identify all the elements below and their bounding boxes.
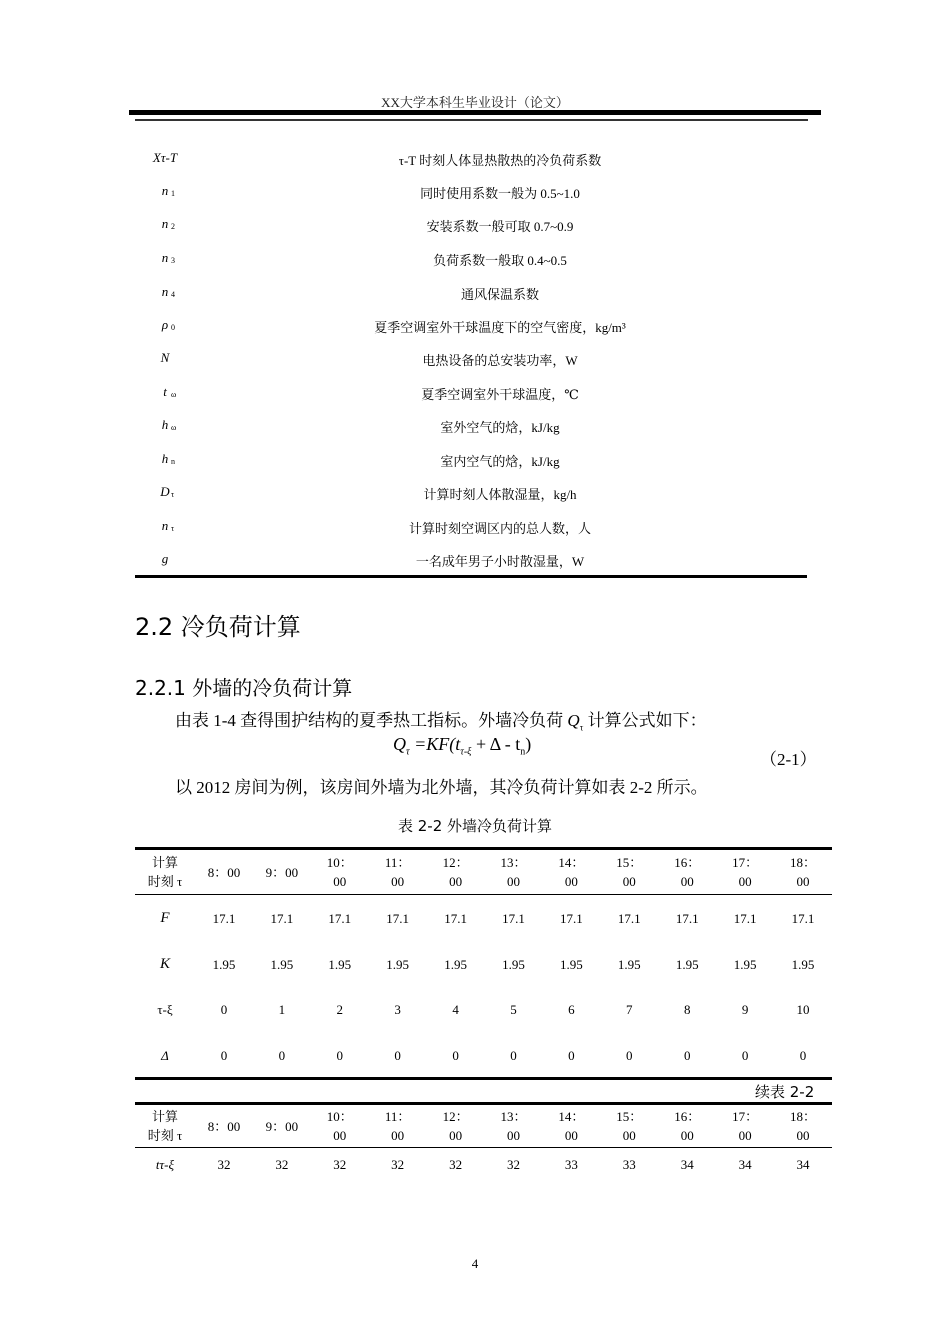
- table-cell: 34: [738, 1156, 752, 1172]
- symbol-row: [135, 250, 806, 270]
- table-row: [135, 1033, 832, 1079]
- table-cell: 0: [799, 1047, 807, 1063]
- table-cell: 1: [278, 1002, 286, 1018]
- formula-2-1: $Q_\tau =KF(t_{\tau-\xi} + \Delta - t_n)$: [393, 734, 532, 758]
- table-cell: 0: [220, 1047, 228, 1063]
- table-cell: 32: [333, 1156, 347, 1172]
- symbol: h: [161, 417, 169, 432]
- table-cell: 0: [510, 1047, 517, 1063]
- paragraph-1: 由表 1-4 查得围护结构的夏季热工指标。外墙冷负荷 $Q_\tau$ 计算公式如下：: [175, 711, 707, 733]
- table-cell: 0: [568, 1047, 575, 1063]
- section-heading-2-2: 2.2 冷负荷计算: [135, 613, 301, 641]
- symbol-description: 负荷系数一般取 0.4~0.5: [433, 253, 567, 268]
- table-row: [135, 987, 832, 1033]
- row-label: K: [159, 955, 170, 972]
- symbol-description: 夏季空调室外干球温度下的空气密度，kg/m³: [374, 320, 626, 335]
- table-cell: 10: [796, 1002, 810, 1018]
- table-cell: 32: [506, 1156, 520, 1172]
- symbol-subscript: 3: [171, 256, 175, 265]
- header-rule-thick: [129, 110, 821, 115]
- table-2-2-header: [135, 852, 832, 892]
- table-cell: 0: [452, 1047, 459, 1063]
- time-header-cell: 14： 00: [558, 855, 585, 889]
- time-header-cell: 12： 00: [442, 1109, 469, 1143]
- header-rule-thin: [135, 119, 808, 121]
- table-cell: 0: [278, 1047, 286, 1063]
- table-cell: 32: [449, 1156, 463, 1172]
- table-cell: 1.95: [791, 956, 815, 972]
- row-label: F: [160, 910, 170, 927]
- symbol: n: [161, 183, 169, 198]
- continued-table-label: 续表 2-2: [755, 1083, 815, 1101]
- symbol-description: 通风保温系数: [460, 287, 539, 302]
- table-cell: 17.1: [675, 911, 699, 927]
- page-number: 4: [471, 1256, 479, 1271]
- symbol-row: [135, 484, 806, 504]
- table-cell: 0: [683, 1047, 691, 1063]
- table-cell: 0: [741, 1047, 749, 1063]
- table-cell: 0: [336, 1047, 344, 1063]
- symbol-row: [135, 150, 806, 170]
- row-label: τ-ξ: [157, 1002, 173, 1018]
- table-cell: 8: [683, 1002, 691, 1018]
- symbol: t: [163, 384, 167, 399]
- time-header-cell: 8：00: [207, 864, 241, 880]
- table-caption: 表 2-2 外墙冷负荷计算: [397, 817, 553, 835]
- symbol-subscript: n: [171, 457, 175, 466]
- cont-table-header-rule: [135, 1147, 832, 1148]
- time-header-cell: 10： 00: [326, 855, 353, 889]
- symbol: n: [161, 284, 169, 299]
- symbol-row: [135, 551, 806, 571]
- table-cell: 17.1: [791, 911, 815, 927]
- symbol-row: [135, 317, 806, 337]
- symbol-subscript: 2: [171, 222, 175, 231]
- symbol-description: 同时使用系数一般为 0.5~1.0: [420, 186, 580, 201]
- table-cell: 0: [626, 1047, 633, 1063]
- table-bottom-rule: [135, 1077, 832, 1080]
- table-cell: 1.95: [328, 956, 352, 972]
- symbol: Xτ-T: [152, 150, 178, 165]
- table-cell: 6: [568, 1002, 575, 1018]
- table-cell: 17.1: [270, 911, 294, 927]
- table-cell: 17.1: [617, 911, 641, 927]
- table-cell: 3: [394, 1002, 401, 1018]
- symbol-row: [135, 284, 806, 304]
- table-cell: 1.95: [675, 956, 699, 972]
- symbol-description: 安装系数一般可取 0.7~0.9: [426, 219, 574, 234]
- symbol-table-bottom-rule: [135, 575, 807, 578]
- table-cell: 33: [622, 1156, 636, 1172]
- time-header-cell: 13： 00: [500, 1109, 527, 1143]
- symbol-description: 计算时刻空调区内的总人数，人: [408, 521, 591, 536]
- time-header-cell: 15： 00: [616, 1109, 643, 1143]
- symbol: n: [161, 250, 169, 265]
- table-cell: 33: [564, 1156, 578, 1172]
- row-label: Δ: [161, 1047, 169, 1063]
- running-header: XX大学本科生毕业设计（论文）: [381, 95, 569, 110]
- time-header-cell: 8：00: [207, 1118, 241, 1134]
- symbol-row: [135, 216, 806, 236]
- table-2-2-cont-header: [135, 1106, 832, 1146]
- subsection-heading-2-2-1: 2.2.1 外墙的冷负荷计算: [135, 676, 353, 700]
- table-cell: 17.1: [328, 911, 352, 927]
- time-header-cell: 11： 00: [384, 1109, 411, 1143]
- symbol: g: [161, 551, 169, 566]
- table-cell: 7: [626, 1002, 633, 1018]
- symbol-row: [135, 518, 806, 538]
- symbol-description: 计算时刻人体散湿量，kg/h: [423, 487, 577, 502]
- time-header-cell: 16： 00: [674, 855, 701, 889]
- table-cell: 1.95: [386, 956, 410, 972]
- symbol: h: [161, 451, 169, 466]
- time-header-cell: 9：00: [265, 1118, 299, 1134]
- time-header-cell: 9：00: [265, 864, 299, 880]
- time-header-cell: 18： 00: [790, 1109, 817, 1143]
- table-cell: 17.1: [502, 911, 525, 927]
- table-cell: 17.1: [212, 911, 236, 927]
- table-cell: 1.95: [560, 956, 583, 972]
- table-cell: 1.95: [270, 956, 294, 972]
- cont-table-top-rule: [135, 1102, 832, 1105]
- time-header-cell: 11： 00: [384, 855, 411, 889]
- table-row: [135, 942, 832, 988]
- table-row: [135, 896, 832, 942]
- table-cell: 9: [741, 1002, 749, 1018]
- table-cell: 4: [452, 1002, 459, 1018]
- symbol-row: [135, 183, 806, 203]
- time-header-label: 计算 时刻 τ: [147, 855, 183, 889]
- equation-number: （2-1）: [760, 750, 817, 769]
- paragraph-2: 以 2012 房间为例，该房间外墙为北外墙，其冷负荷计算如表 2-2 所示。: [175, 778, 708, 797]
- table-cell: 34: [680, 1156, 694, 1172]
- symbol: ρ: [161, 317, 169, 332]
- time-header-cell: 10： 00: [326, 1109, 353, 1143]
- table-cell: 17.1: [733, 911, 757, 927]
- table-cell: 1.95: [617, 956, 641, 972]
- symbol-row: [135, 451, 806, 471]
- table-cell: 1.95: [444, 956, 467, 972]
- table-row: [135, 1153, 832, 1175]
- table-cell: 17.1: [560, 911, 583, 927]
- symbol: D: [160, 484, 170, 499]
- table-cell: 34: [796, 1156, 810, 1172]
- symbol-subscript: ω: [171, 390, 177, 399]
- table-cell: 0: [394, 1047, 401, 1063]
- symbol-row: [135, 384, 806, 404]
- row-label: tτ-ξ: [155, 1156, 175, 1172]
- symbol-description: 室内空气的焓，kJ/kg: [440, 454, 560, 469]
- time-header-cell: 14： 00: [558, 1109, 585, 1143]
- symbol-description: 夏季空调室外干球温度，℃: [421, 387, 579, 402]
- symbol-subscript: τ: [171, 524, 175, 533]
- table-cell: 2: [336, 1002, 344, 1018]
- table-cell: 5: [510, 1002, 517, 1018]
- symbol-description: 一名成年男子小时散湿量，W: [415, 554, 585, 569]
- symbol: n: [161, 518, 169, 533]
- table-cell: 1.95: [502, 956, 525, 972]
- table-cell: 1.95: [212, 956, 236, 972]
- table-cell: 32: [217, 1156, 231, 1172]
- symbol: n: [161, 216, 169, 231]
- symbol-subscript: τ: [171, 490, 175, 499]
- symbol-description: 电热设备的总安装功率，W: [422, 353, 578, 368]
- symbol-description: τ-T 时刻人体显热散热的冷负荷系数: [398, 153, 602, 168]
- time-header-cell: 17： 00: [732, 1109, 759, 1143]
- table-header-rule: [135, 894, 832, 895]
- table-cell: 17.1: [386, 911, 410, 927]
- table-2-2-body: [135, 896, 832, 1078]
- symbol-row: [135, 350, 806, 370]
- time-header-cell: 16： 00: [674, 1109, 701, 1143]
- symbol-subscript: ω: [171, 423, 177, 432]
- table-cell: 32: [275, 1156, 289, 1172]
- time-header-cell: 12： 00: [442, 855, 469, 889]
- symbol: N: [160, 350, 170, 365]
- symbol-row: [135, 417, 806, 437]
- table-cell: 32: [391, 1156, 405, 1172]
- table-cell: 1.95: [733, 956, 757, 972]
- time-header-label: 计算 时刻 τ: [147, 1109, 183, 1143]
- table-top-rule: [135, 847, 832, 850]
- time-header-cell: 18： 00: [790, 855, 817, 889]
- time-header-cell: 15： 00: [616, 855, 643, 889]
- time-header-cell: 13： 00: [500, 855, 527, 889]
- symbol-subscript: 4: [171, 290, 175, 299]
- table-cell: 17.1: [444, 911, 467, 927]
- symbol-description: 室外空气的焓，kJ/kg: [440, 420, 560, 435]
- table-cell: 0: [220, 1002, 228, 1018]
- symbol-subscript: 0: [171, 323, 175, 332]
- table-2-2-cont-body: [135, 1153, 832, 1175]
- time-header-cell: 17： 00: [732, 855, 759, 889]
- symbol-subscript: 1: [171, 189, 175, 198]
